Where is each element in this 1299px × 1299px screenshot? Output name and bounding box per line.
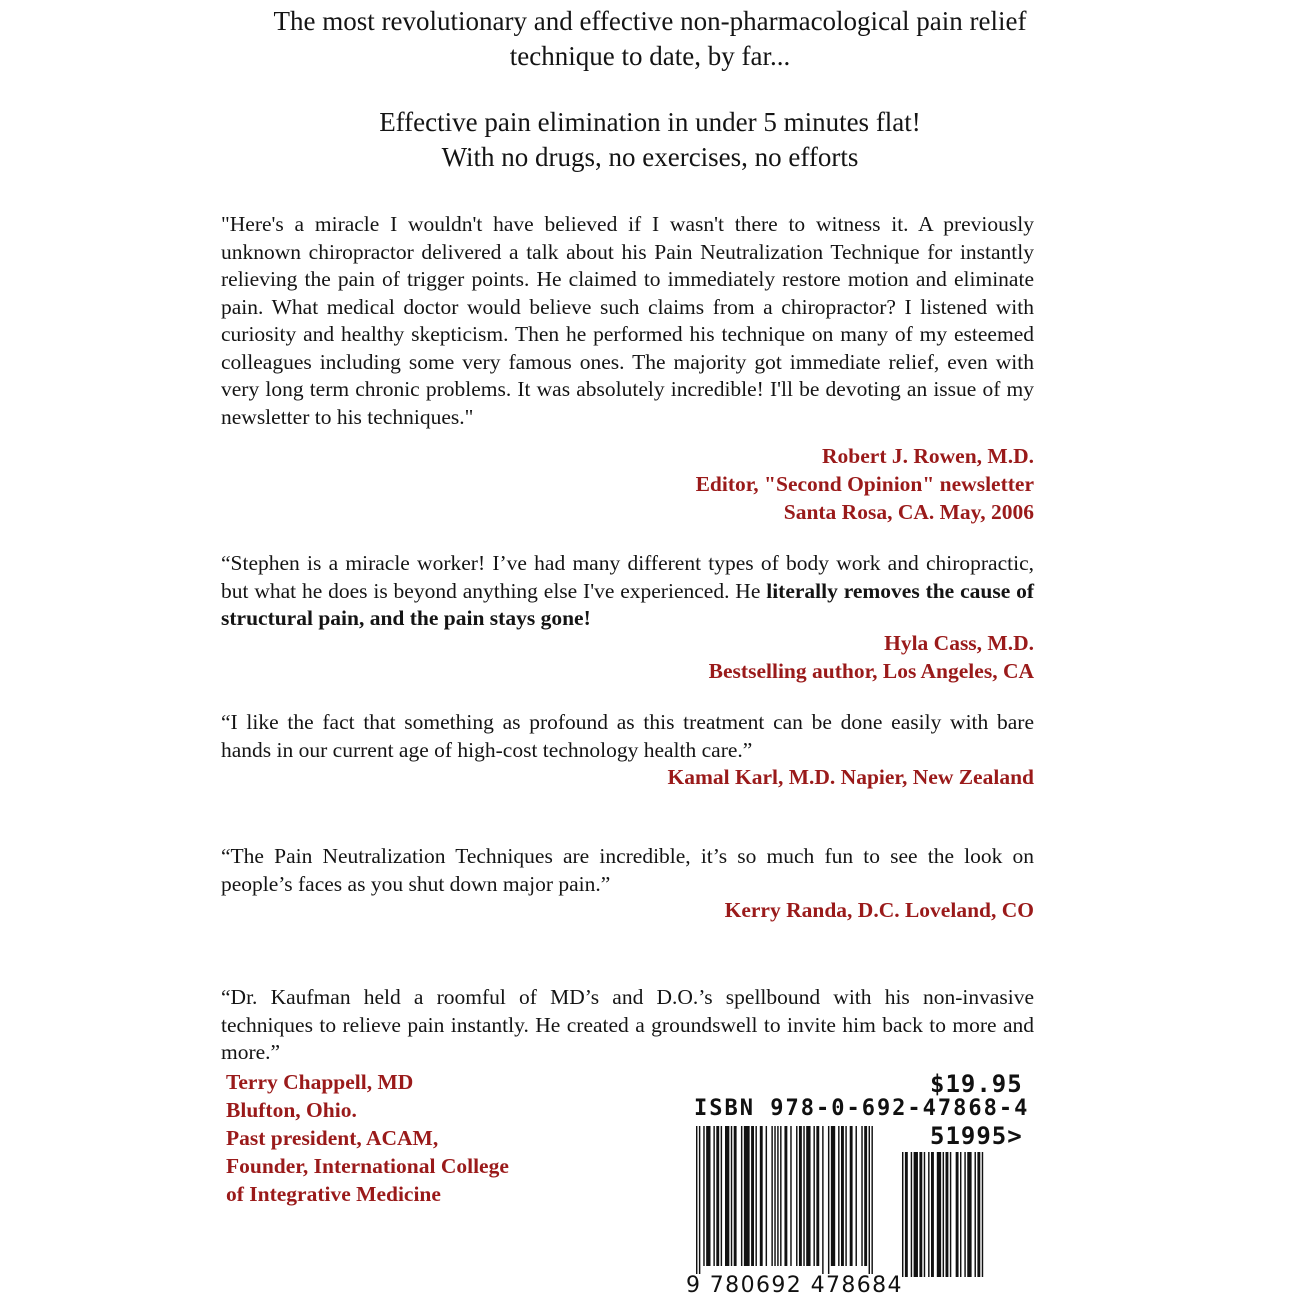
barcode-bar [975, 1152, 976, 1277]
barcode-main-bars [696, 1126, 896, 1276]
barcode-bar [831, 1126, 835, 1266]
attribution-name: Kerry Randa, D.C. Loveland, CO [724, 898, 1034, 922]
barcode-bar [751, 1126, 754, 1266]
barcode-bar [766, 1126, 767, 1266]
barcode-bar [796, 1126, 797, 1266]
barcode-bar [744, 1126, 750, 1266]
barcode-bar [924, 1152, 925, 1277]
barcode-bar [799, 1126, 802, 1266]
testimonial-quote-cass [221, 550, 1034, 633]
barcode-digits-label: 9 780692 478684 [686, 1273, 903, 1298]
barcode-bar [716, 1126, 719, 1266]
testimonial-quote-randa: “The Pain Neutralization Techniques are incredible, it’s so much fun to see the look on people’s faces as you shut down major pain.” [221, 844, 1034, 896]
attribution-name: Kamal Karl, M.D. Napier, New Zealand [667, 765, 1034, 789]
barcode-bar [734, 1126, 737, 1266]
barcode-bar [960, 1152, 961, 1277]
attribution-name: Robert J. Rowen, M.D. [822, 444, 1034, 468]
barcode-bar [956, 1152, 959, 1277]
barcode-bar [806, 1126, 810, 1266]
barcode-bar [856, 1126, 857, 1266]
barcode-bar [871, 1126, 872, 1274]
barcode-bar [755, 1126, 756, 1266]
attribution-name: Hyla Cass, M.D. [884, 631, 1034, 655]
barcode-supplement-bars [902, 1152, 1037, 1292]
barcode-bar [841, 1126, 844, 1266]
barcode-bar [706, 1126, 710, 1266]
barcode-bar [911, 1152, 912, 1277]
barcode-bar [822, 1126, 823, 1274]
testimonial-attribution-rowen [696, 442, 1034, 526]
barcode-bar [845, 1126, 846, 1266]
barcode-bar [816, 1126, 819, 1266]
barcode-bar [928, 1152, 929, 1277]
barcode-bar [861, 1126, 862, 1266]
headline-subtitle-line-2: With no drugs, no exercises, no efforts [441, 142, 859, 172]
barcode-bar [780, 1126, 781, 1266]
attribution-title: of Integrative Medicine [226, 1182, 441, 1206]
barcode-bar [838, 1126, 839, 1266]
barcode-bar [699, 1126, 700, 1274]
barcode-bar [931, 1152, 934, 1277]
testimonial-attribution-karl [668, 763, 1034, 791]
barcode-bar [784, 1126, 787, 1266]
quote-emphasis: literally removes the cause of structural pain, and the pain stays gone! [221, 578, 1034, 630]
testimonial-attribution-chappell [226, 1068, 509, 1208]
barcode-bar [790, 1126, 791, 1266]
headline-subtitle-line-1: Effective pain elimination in under 5 minutes flat! [379, 107, 921, 137]
barcode-bar [902, 1152, 903, 1277]
testimonial-attribution-cass [709, 629, 1034, 685]
headline-top-line-2: technique to date, by far... [509, 41, 791, 71]
barcode-bar [803, 1126, 804, 1266]
barcode-bar [919, 1152, 922, 1277]
barcode-bar [977, 1152, 980, 1277]
testimonial-attribution-randa [725, 896, 1034, 924]
barcode-bar [777, 1126, 778, 1266]
barcode-bar [905, 1152, 908, 1277]
attribution-title: Bestselling author, Los Angeles, CA [708, 659, 1034, 683]
barcode-bar [850, 1126, 853, 1266]
barcode-bar [943, 1152, 944, 1277]
barcode-bar [731, 1126, 732, 1266]
barcode-bar [771, 1126, 772, 1266]
barcode-bar [982, 1152, 983, 1277]
barcode-bar [741, 1126, 742, 1266]
barcode-bar [967, 1152, 971, 1277]
quote-text: “Stephen is a miracle worker! I’ve had many different types of body work and chiropractic, but what he does is beyond anything else I've experienced. He [221, 551, 1034, 603]
price-label: $19.95 [930, 1070, 1023, 1098]
attribution-name: Terry Chappell, MD [226, 1070, 414, 1094]
headline-top [150, 4, 1150, 74]
isbn-barcode-block [686, 1070, 1050, 1299]
barcode-bar [946, 1152, 949, 1277]
attribution-location: Blufton, Ohio. [226, 1098, 357, 1122]
barcode-bar [774, 1126, 775, 1266]
barcode-bar [964, 1152, 965, 1277]
barcode-bar [813, 1126, 814, 1266]
barcode-bar [937, 1152, 941, 1277]
attribution-title: Past president, ACAM, [226, 1126, 439, 1150]
barcode-bar [950, 1152, 951, 1277]
headline-top-line-1: The most revolutionary and effective non-pharmacological pain relief [273, 6, 1027, 36]
barcode-bar [760, 1126, 763, 1266]
supplement-code-label: 51995> [930, 1122, 1023, 1150]
attribution-location: Santa Rosa, CA. May, 2006 [783, 500, 1034, 524]
headline-subtitle [150, 105, 1150, 175]
barcode-bar [703, 1126, 704, 1266]
barcode-bar [828, 1126, 829, 1274]
barcode-bar [725, 1126, 729, 1266]
attribution-title: Founder, International College [226, 1154, 509, 1178]
barcode-bar [914, 1152, 918, 1277]
isbn-label: ISBN 978-0-692-47868-4 [694, 1096, 1030, 1121]
barcode-bar [869, 1126, 870, 1274]
testimonial-quote-karl: “I like the fact that something as profound as this treatment can be done easily with bare hands in our current age of high-cost technology health care.” [221, 710, 1034, 762]
barcode-bar [721, 1126, 722, 1266]
testimonial-quote-rowen: "Here's a miracle I wouldn't have believed if I wasn't there to witness it. A previously unknown chiropractor delivered a talk about his Pain Neutralization Technique for instantly relieving the pain of trigger points. He claimed to immediately restore motion and eliminate pain. What medical doctor would believe such claims from a chiropractor? I listened with curiosity and healthy skepticism. Then he performed his technique on many of my esteemed colleagues including some very famous ones. The majority got immediate relief, even with very long term chronic problems. It was absolutely incredible! I'll be devoting an issue of my newsletter to his techniques." [221, 212, 1034, 429]
testimonial-quote-chappell: “Dr. Kaufman held a roomful of MD’s and D.O.’s spellbound with his non-invasive techniques to relieve pain instantly. He created a groundswell to invite him back to more and more.” [221, 985, 1034, 1064]
barcode-bar [864, 1126, 867, 1266]
barcode-bar [713, 1126, 714, 1266]
attribution-title: Editor, "Second Opinion" newsletter [695, 472, 1034, 496]
barcode-bar [696, 1126, 697, 1274]
